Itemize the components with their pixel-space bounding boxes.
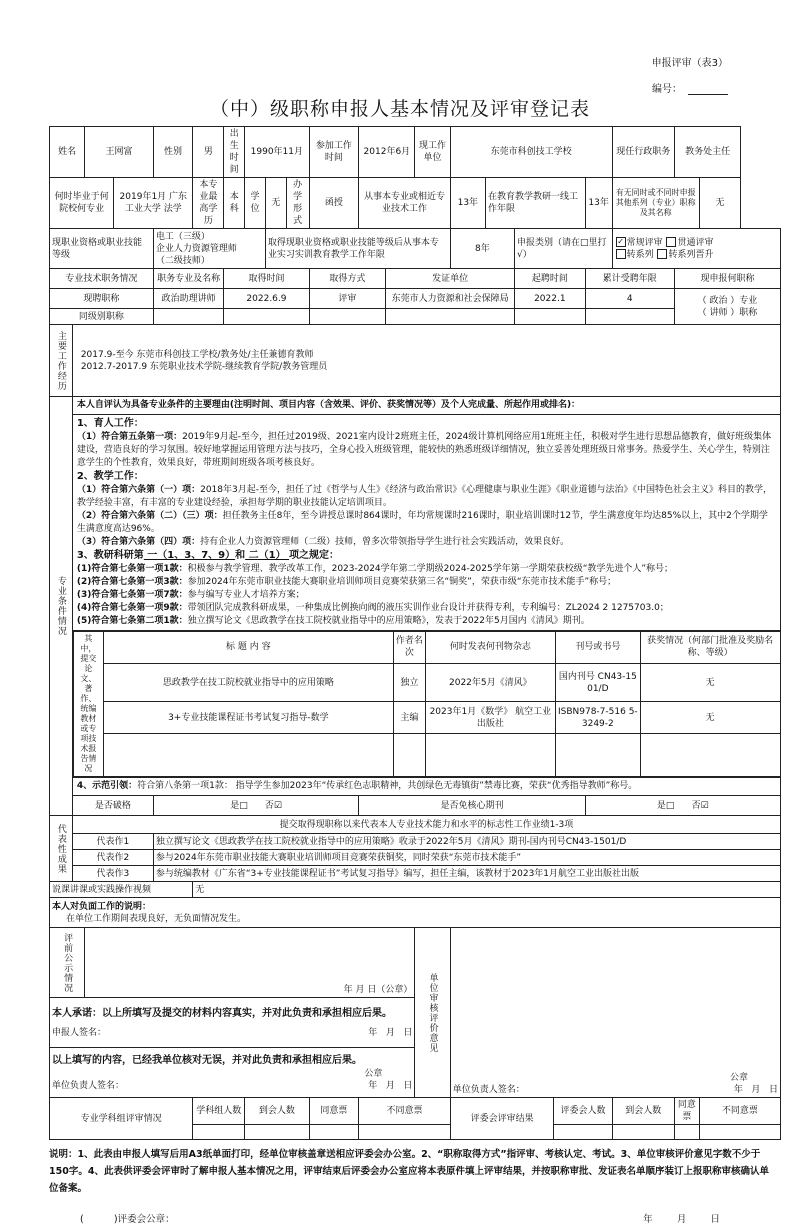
frontline-value: 13年 — [585, 178, 612, 229]
post-header: 现申报何职称 — [674, 269, 780, 289]
admin-post-value: 教务处主任 — [674, 127, 740, 178]
publications-wrap — [72, 631, 780, 778]
publications-table — [73, 631, 781, 777]
unit-review-label: 单位审核评价意见 — [415, 928, 450, 1098]
serial-field[interactable] — [688, 84, 728, 95]
pub-title: 3+专业技能课程证书考试复习指导-数学 — [103, 702, 393, 734]
group-count-field[interactable] — [193, 1125, 245, 1140]
mode-label: 办学形式 — [286, 178, 309, 229]
frontline-label: 在教育教学教研一线工作年限 — [485, 178, 585, 229]
rep-text: 独立撰写论文《思政教学在技工院校就业指导中的应用策略》收录于2022年5月《清风》期刊-国内刊号CN43-1501/D — [153, 834, 780, 850]
gender-value: 男 — [193, 127, 224, 178]
condition-item: (1)符合第七条第一项1款：积极参与教学管理、教学改革工作，2023-2024学年第二学期级2024-2025学年第一学期荣获校级“教学先进个人”称号； — [76, 564, 674, 574]
option-through[interactable]: 贯通评审 — [665, 238, 713, 248]
pub-rank: 独立 — [393, 663, 425, 701]
promise-date: 年 月 日 — [368, 1027, 413, 1038]
condition-item: (5)符合第七条第二项1款：独立撰写论文《思政教学在技工院校就业指导中的应用策略》，发表于2022年5月国内《清风》期刊。 — [76, 616, 590, 626]
exempt-label: 是否破格 — [72, 796, 153, 816]
verify-text: 以上填写的内容，已经我单位核对无误，并对此负责和承担相应后果。 — [52, 1054, 362, 1066]
pub-header: 刊号或书号 — [555, 632, 640, 664]
group-header: 同意票 — [309, 1098, 359, 1125]
unit-value: 东莞市科创技工学校 — [450, 127, 612, 178]
group-header: 不同意票 — [359, 1098, 450, 1125]
after-qualification-years: 8年 — [450, 229, 514, 269]
registration-form — [49, 126, 781, 1140]
condition-item: （1）符合第六条第（一）项：2018年3月起-至今，担任了过《哲学与人生》《经济与政治常识》《心理健康与职业生涯》《职业道德与法治》《中国特色社会主义》科目的教学，教学经验丰富，有丰富的专业建设经验，承担每学期的职业技能认定培训项目。 — [76, 485, 772, 508]
pub-award: 无 — [640, 702, 780, 734]
pub-header: 作者名次 — [393, 632, 425, 664]
section-title: 1、育人工作： — [76, 418, 144, 429]
option-transfer[interactable]: 转系列 — [615, 250, 654, 260]
gender-label: 性别 — [153, 127, 192, 178]
degree-label: 学位 — [245, 178, 266, 229]
video-value: 无 — [193, 882, 781, 898]
rep-text: 参与2024年东莞市职业技能大赛职业培训师项目竞赛荣获铜奖，同时荣获“东莞市技术能手” — [153, 850, 780, 866]
qualification-line: （二级技师） — [155, 255, 210, 266]
rep-label: 代表作3 — [72, 866, 153, 882]
post-header: 专业技术职务情况 — [50, 269, 154, 289]
pub-when: 2023年1月《数学》 航空工业出版社 — [425, 702, 555, 734]
footer-note: 说明：1、此表由申报人填写后用A3纸单面打印，经单位审核盖章送相应评委会办公室。2、“职称取得方式”指评审、考核认定、考试。3、单位审核评价意见字数不少于150字。4、此表供评委会评审时了解申报人基本情况之用，评审结束后评委会办公室应将本表原件填上评审结果，并按职称审批、发证表名单顺序装订上报职称审核确认单位备案。 — [49, 1149, 769, 1194]
post-header: 职务专业及名称 — [153, 269, 224, 289]
rep-text: 参与统编教材《广东省“3+专业技能课程证书”考试复习指导》编写，担任主编，该教材于2023年1月航空工业出版社出版 — [153, 866, 780, 882]
current-post-start: 2022.1 — [515, 289, 586, 309]
group-review-label: 专业学科组评审情况 — [50, 1098, 193, 1140]
demonstration: 4、示范引领：符合第八条第一项1款： 指导学生参加2023年“传承红色志职精神，共创绿色无毒镇街”禁毒比赛，荣获“优秀指导教师”称号。 — [72, 778, 780, 796]
core-label: 是否免核心期刊 — [359, 796, 585, 816]
committee-count-field[interactable] — [554, 1125, 612, 1140]
years-value: 13年 — [450, 178, 485, 229]
core-no[interactable]: 否☑ — [691, 800, 709, 811]
apply-title-name: （ 讲师 ）职称 — [697, 307, 758, 318]
pub-row-empty — [73, 734, 780, 777]
checkbox-icon[interactable] — [657, 249, 667, 259]
checkbox-icon[interactable] — [616, 249, 626, 259]
qualification-line: 企业人力资源管理师 — [155, 243, 237, 254]
publicity-label: 评前公示情况 — [50, 928, 85, 998]
experience-list — [72, 325, 780, 397]
unit-review-seal: 公章 — [729, 1073, 748, 1083]
unit-review-date: 年 月 日 — [733, 1085, 778, 1095]
post-header: 累计受聘年限 — [585, 269, 674, 289]
apply-major: （ 政治 ）专业 — [697, 295, 758, 306]
qualification-line: 电工（三级） — [155, 231, 210, 242]
committee-header: 同意票 — [674, 1098, 699, 1125]
committee-seal-date: 年 月 日 — [643, 1214, 720, 1225]
option-transfer-promote[interactable]: 转系列晋升 — [656, 250, 713, 260]
pub-award: 无 — [640, 663, 780, 701]
committee-seal-label: ( )评委会公章： — [80, 1214, 175, 1225]
condition-item: （1）符合第五条第一项：2019年9月起-至今，担任过2019级、2021室内设计2班班主任，2024级计算机网络应用1班班主任，积极对学生进行思想品德教育，做好班级集体建设，营造良好的学习氛围。较好地掌握运用管理方法与技巧，全身心投入班级管理，能较快的熟悉班级详细情况，独立妥善处理班级日常事务。热爱学生、关心学生，特别注意学生的个性教育，效果良好，带班期间班级各项考核良好。 — [76, 432, 772, 468]
current-post-issuer: 东莞市人力资源和社会保障局 — [386, 289, 515, 309]
condition-item: (3)符合第七条第一项7款：参与编写专业人才培养方案； — [76, 590, 305, 600]
conditions-body — [72, 415, 780, 631]
highest-value: 本科 — [224, 178, 245, 229]
serial-label: 编号： — [652, 84, 682, 95]
pub-header: 获奖情况（何部门批准及奖励名称、等级） — [640, 632, 780, 664]
core-options[interactable] — [585, 796, 780, 816]
condition-item: (2)符合第七条第一项3款：参加2024年东莞市职业技能大赛职业培训师项目竞赛荣获第三名“铜奖”，荣获市级“东莞市技术能手”称号； — [76, 577, 617, 587]
current-post-years: 4 — [585, 289, 674, 309]
negative-text: 在单位工作期间表现良好，无负面情况发生。 — [66, 913, 247, 924]
verify-box — [50, 1048, 415, 1098]
other-series-label: 有无同时或不同时申报其他系列（专业）职称及其名称 — [612, 178, 699, 229]
qualification-value — [153, 229, 265, 269]
work-start-value: 2012年6月 — [359, 127, 415, 178]
post-header: 起聘时间 — [515, 269, 586, 289]
negative-title: 本人对负面工作的说明： — [52, 901, 152, 912]
serial-number — [652, 80, 728, 95]
publicity-date: 年 月 日（公章） — [85, 928, 415, 998]
post-header: 取得时间 — [224, 269, 309, 289]
unit-review-box[interactable] — [450, 928, 780, 1098]
checkbox-checked-icon[interactable]: ✓ — [617, 237, 624, 246]
pub-code: 国内刊号 CN43-1501/D — [555, 663, 640, 701]
committee-disagree-field[interactable] — [699, 1125, 780, 1140]
unit-review-sign: 单位负责人签名： — [452, 1085, 525, 1095]
rep-label: 代表作1 — [72, 834, 153, 850]
qualification-label: 现职业资格或职业技能等级 — [50, 229, 154, 269]
pub-header: 何时发表何刊物杂志 — [425, 632, 555, 664]
committee-header: 到会人数 — [612, 1098, 674, 1125]
page-header — [0, 0, 800, 122]
group-present-field[interactable] — [245, 1125, 309, 1140]
publications-label: 其中，提交论文、著作、统编教材或专项技术报告情况 — [73, 632, 103, 777]
page-title: （中）级职称申报人基本情况及评审登记表 — [209, 98, 590, 120]
verify-sign: 单位负责人签名： — [52, 1080, 125, 1091]
section-title: 2、教学工作： — [76, 471, 144, 482]
conditions-label: 专业条件情况 — [50, 397, 73, 816]
degree-value: 无 — [265, 178, 286, 229]
pub-code: ISBN978-7-516 5-3249-2 — [555, 702, 640, 734]
rep-label: 代表作2 — [72, 850, 153, 866]
birth-value: 1990年11月 — [245, 127, 309, 178]
section-title: 3、教研科研第 一（1、3、7、9）和 二（1） 项之规定： — [76, 550, 340, 561]
option-regular[interactable]: ✓ 常规评审 — [617, 237, 663, 248]
mode-value: 函授 — [309, 178, 359, 229]
pub-when: 2022年5月《清风》 — [425, 663, 555, 701]
experience-label: 主要工作经历 — [50, 325, 73, 397]
other-series-value: 无 — [699, 178, 741, 229]
core-yes[interactable]: 是□ — [656, 800, 675, 811]
post-header: 发证单位 — [386, 269, 515, 289]
committee-agree-field[interactable] — [674, 1125, 699, 1140]
group-agree-field[interactable] — [309, 1125, 359, 1140]
video-label: 说课讲课或实践操作视频 — [50, 882, 193, 898]
pub-row — [73, 702, 780, 734]
representative-label: 代表性成果 — [50, 816, 73, 882]
category-label: 申报类别（请在□里打√） — [515, 229, 613, 269]
current-post-name: 政治助理讲师 — [153, 289, 224, 309]
committee-seal-row — [80, 1211, 720, 1225]
same-level-label: 同级别职称 — [50, 309, 154, 325]
verify-date: 年 月 日 — [368, 1080, 413, 1091]
committee-present-field[interactable] — [612, 1125, 674, 1140]
pub-header: 标 题 内 容 — [103, 632, 393, 664]
work-start-label: 参加工作时间 — [309, 127, 359, 178]
category-options — [612, 229, 780, 269]
unit-label: 现工作单位 — [415, 127, 450, 178]
promise-box — [50, 998, 415, 1048]
group-disagree-field[interactable] — [359, 1125, 450, 1140]
representative-intro: 提交取得现职称以来代表本人专业技术能力和水平的标志性工作业绩1-3项 — [72, 816, 780, 834]
condition-item: (4)符合第七条第一项9款：带领团队完成教科研成果，一种集成比例换向阀的液压实训作业台设计并获得专利，专利编号：ZL2024 2 1275703.0； — [76, 603, 669, 613]
after-qualification-label: 取得现职业资格或职业技能等级后从事本专业实习实训教育教学工作年限 — [265, 229, 450, 269]
committee-label: 评委会评审结果 — [450, 1098, 554, 1140]
current-post-label: 现聘职称 — [50, 289, 154, 309]
negative-section — [50, 898, 781, 928]
birth-label: 出生时间 — [224, 127, 245, 178]
conditions-intro: 本人自评认为具备专业条件的主要理由(注明时间、项目内容（含效果、评价、获奖情况等）及个人完成量、所起作用或排名)： — [72, 397, 780, 415]
pub-row — [73, 663, 780, 701]
promise-sign: 申报人签名： — [52, 1027, 107, 1038]
exempt-yes[interactable]: 是□ — [230, 800, 248, 811]
exempt-no[interactable]: 否☑ — [264, 800, 282, 811]
experience-item: 2017.9-至今 东莞市科创技工学校/教务处/主任兼德育教师 — [80, 349, 314, 360]
condition-item: （2）符合第六条第（二）（三）项：担任教务主任8年，至今讲授总课时864课时，年均常规课时216课时，职业培训课时12节，学生满意度年均达85%以上，其中2个学期学生满意度高达96%。 — [76, 511, 768, 534]
pub-rank: 主编 — [393, 702, 425, 734]
exempt-options[interactable] — [153, 796, 359, 816]
promise-text: 本人承诺：以上所填写及提交的材料内容真实，并对此负责和承担相应后果。 — [52, 1007, 392, 1019]
verify-seal: 公章 — [364, 1068, 383, 1079]
post-header: 取得方式 — [309, 269, 386, 289]
committee-header: 不同意票 — [699, 1098, 780, 1125]
pub-title: 思政教学在技工院校就业指导中的应用策略 — [103, 663, 393, 701]
group-header: 学科组人数 — [193, 1098, 245, 1125]
form-code: 申报评审（表3） — [651, 58, 728, 69]
years-label: 从事本专业或相近专业技术工作 — [359, 178, 450, 229]
committee-header: 评委会人数 — [554, 1098, 612, 1125]
name-value: 王网富 — [85, 127, 154, 178]
name-label: 姓名 — [50, 127, 85, 178]
group-header: 到会人数 — [245, 1098, 309, 1125]
checkbox-icon[interactable] — [666, 237, 676, 247]
current-post-method: 评审 — [309, 289, 386, 309]
grad-value: 2019年1月 广东工业大学 法学 — [114, 178, 193, 229]
experience-item: 2012.7-2017.9 东莞职业技术学院-继续教育学院/教务管理员 — [80, 361, 328, 372]
apply-title — [674, 289, 780, 325]
highest-label: 本专业最高学历 — [193, 178, 224, 229]
admin-post-label: 现任行政职务 — [612, 127, 674, 178]
grad-label: 何时毕业于何院校何专业 — [50, 178, 114, 229]
condition-item: （3）符合第六条第（四）项：持有企业人力资源管理师（二级）技师，曾多次带领指导学生进行社会实践活动，效果良好。 — [76, 537, 570, 547]
current-post-date: 2022.6.9 — [224, 289, 309, 309]
